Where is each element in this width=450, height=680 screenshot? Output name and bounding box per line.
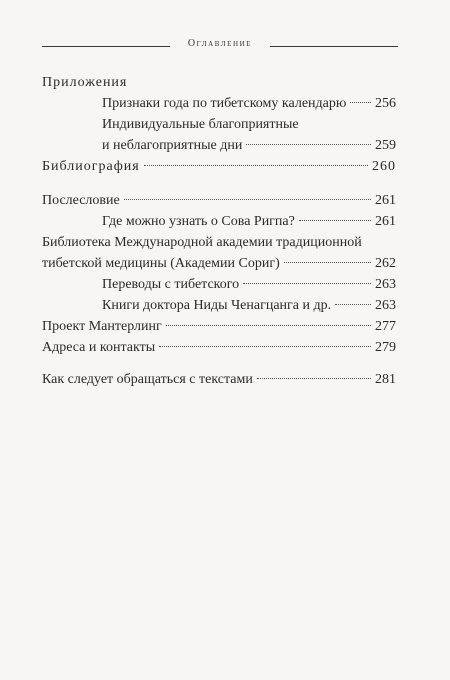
toc-entry-label: Послесловие [42,193,120,208]
toc-entry-bibliografiya[interactable] [42,156,396,177]
toc-entry-posleslovie[interactable] [42,190,396,211]
toc-dot-leader [257,378,371,379]
toc-entry-proekt[interactable] [42,316,396,337]
toc-entry-label: Проект Мантерлинг [42,319,162,334]
toc-dot-leader [124,199,371,200]
toc-dot-leader [335,304,371,305]
toc-entry-biblioteka-line1[interactable] [42,232,396,253]
toc-entry-label: и неблагоприятные дни [102,138,243,153]
header-rule-right [270,46,398,47]
toc-entry-label: Приложения [42,75,128,90]
toc-page-number: 277 [375,319,396,334]
toc-entry-label: Где можно узнать о Сова Ригпа? [102,214,295,229]
toc-dot-leader [166,325,371,326]
toc-entry-priznaki[interactable] [42,93,396,114]
toc-entry-label: Адреса и контакты [42,340,156,355]
toc-entry-gde[interactable] [42,211,396,232]
toc-page-number: 263 [375,277,396,292]
table-of-contents [42,72,396,390]
toc-page-number: 263 [375,298,396,313]
toc-entry-label: Книги доктора Ниды Ченагцанга и др. [102,298,332,313]
toc-entry-biblioteka[interactable] [42,253,396,274]
toc-page-number: 279 [375,340,396,355]
section-gap [42,358,396,369]
page-header [42,38,398,54]
toc-page-number: 259 [375,138,396,153]
toc-page-number: 262 [375,256,396,271]
toc-entry-label: Индивидуальные благоприятные [102,117,299,132]
toc-entry-perevody[interactable] [42,274,396,295]
toc-entry-knigi[interactable] [42,295,396,316]
toc-entry-label: Признаки года по тибетскому календарю [102,96,347,111]
toc-entry-prilozheniya[interactable] [42,72,396,93]
toc-dot-leader [299,220,371,221]
page-title: Оглавление [187,38,253,49]
toc-entry-label: Библиография [42,159,140,174]
toc-dot-leader [159,346,371,347]
toc-page-number: 261 [375,214,396,229]
toc-dot-leader [144,165,368,166]
toc-page-number: 260 [372,159,396,174]
section-gap [42,177,396,190]
toc-entry-individ[interactable] [42,135,396,156]
toc-dot-leader [284,262,371,263]
toc-entry-label: Переводы с тибетского [102,277,240,292]
toc-page-number: 281 [375,372,396,387]
toc-dot-leader [246,144,371,145]
toc-entry-kak[interactable] [42,369,396,390]
toc-dot-leader [350,102,371,103]
toc-entry-adresa[interactable] [42,337,396,358]
toc-entry-label: Как следует обращаться с текстами [42,372,253,387]
toc-page-number: 256 [375,96,396,111]
toc-entry-individ-line1[interactable] [42,114,396,135]
toc-entry-label: Библиотека Международной академии традиционной [42,235,362,250]
toc-dot-leader [243,283,371,284]
toc-page-number: 261 [375,193,396,208]
toc-entry-label: тибетской медицины (Академии Сориг) [42,256,280,271]
